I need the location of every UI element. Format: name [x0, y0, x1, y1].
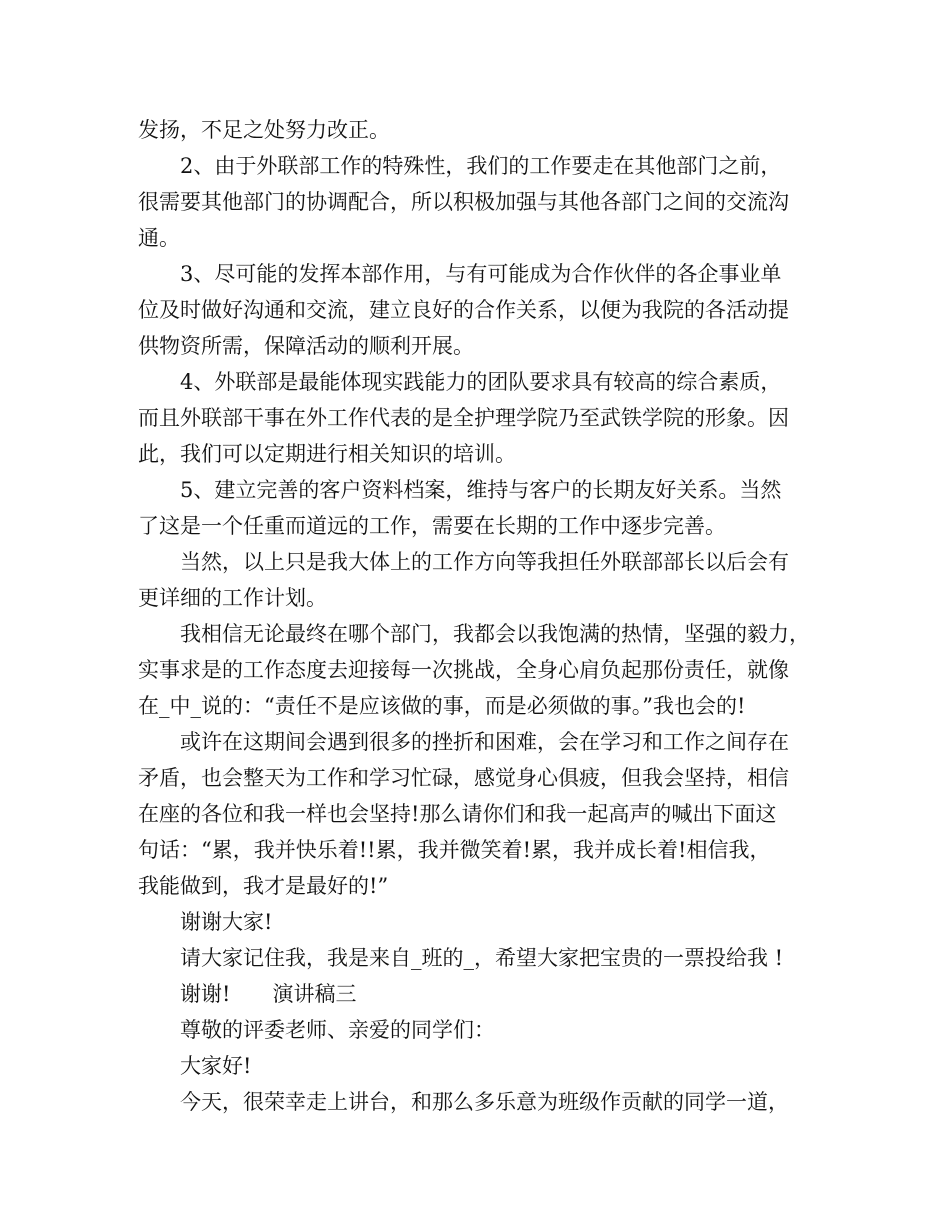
text-line: 大家好!	[180, 1054, 252, 1078]
text-line: 我能做到，我才是最好的!”	[138, 874, 389, 898]
text-line: 供物资所需，保障活动的顺利开展。	[138, 334, 474, 358]
text-line: 此，我们可以定期进行相关知识的培训。	[138, 442, 516, 466]
text-line: 2、由于外联部工作的特殊性，我们的工作要走在其他部门之前，	[180, 154, 782, 178]
text-line: 谢谢大家!	[180, 910, 273, 934]
text-line: 通。	[138, 226, 180, 250]
text-line: 3、尽可能的发挥本部作用，与有可能成为合作伙伴的各企事业单	[180, 262, 782, 286]
text-line: 4、外联部是最能体现实践能力的团队要求具有较高的综合素质，	[180, 370, 782, 394]
text-line: 尊敬的评委老师、亲爱的同学们：	[180, 1018, 495, 1042]
text-line: 而且外联部干事在外工作代表的是全护理学院乃至武铁学院的形象。因	[138, 406, 789, 430]
text-line: 或许在这期间会遇到很多的挫折和困难，会在学习和工作之间存在	[180, 730, 789, 754]
text-line: 实事求是的工作态度去迎接每一次挑战，全身心肩负起那份责任，就像	[138, 658, 789, 682]
text-line: 谢谢! 演讲稿三	[180, 982, 357, 1006]
text-line: 更详细的工作计划。	[138, 586, 327, 610]
text-line: 在_中_说的：“责任不是应该做的事，而是必须做的事。”我也会的!	[138, 694, 746, 718]
text-line: 矛盾，也会整天为工作和学习忙碌，感觉身心俱疲，但我会坚持，相信	[138, 766, 789, 790]
text-line: 句话：“累，我并快乐着!!累，我并微笑着!累，我并成长着!相信我，	[138, 838, 771, 862]
text-line: 5、建立完善的客户资料档案，维持与客户的长期友好关系。当然	[180, 478, 782, 502]
text-line: 我相信无论最终在哪个部门，我都会以我饱满的热情，坚强的毅力，	[180, 622, 810, 646]
text-line: 当然，以上只是我大体上的工作方向等我担任外联部部长以后会有	[180, 550, 789, 574]
text-line: 了这是一个任重而道远的工作，需要在长期的工作中逐步完善。	[138, 514, 726, 538]
text-line: 发扬，不足之处努力改正。	[138, 118, 390, 142]
text-line: 位及时做好沟通和交流，建立良好的合作关系，以便为我院的各活动提	[138, 298, 789, 322]
text-line: 请大家记住我，我是来自_班的_，希望大家把宝贵的一票投给我 !	[180, 946, 784, 970]
text-line: 在座的各位和我一样也会坚持!那么请你们和我一起高声的喊出下面这	[138, 802, 777, 826]
text-line: 今天，很荣幸走上讲台，和那么多乐意为班级作贡献的同学一道，	[180, 1090, 789, 1114]
text-line: 很需要其他部门的协调配合，所以积极加强与其他各部门之间的交流沟	[138, 190, 789, 214]
